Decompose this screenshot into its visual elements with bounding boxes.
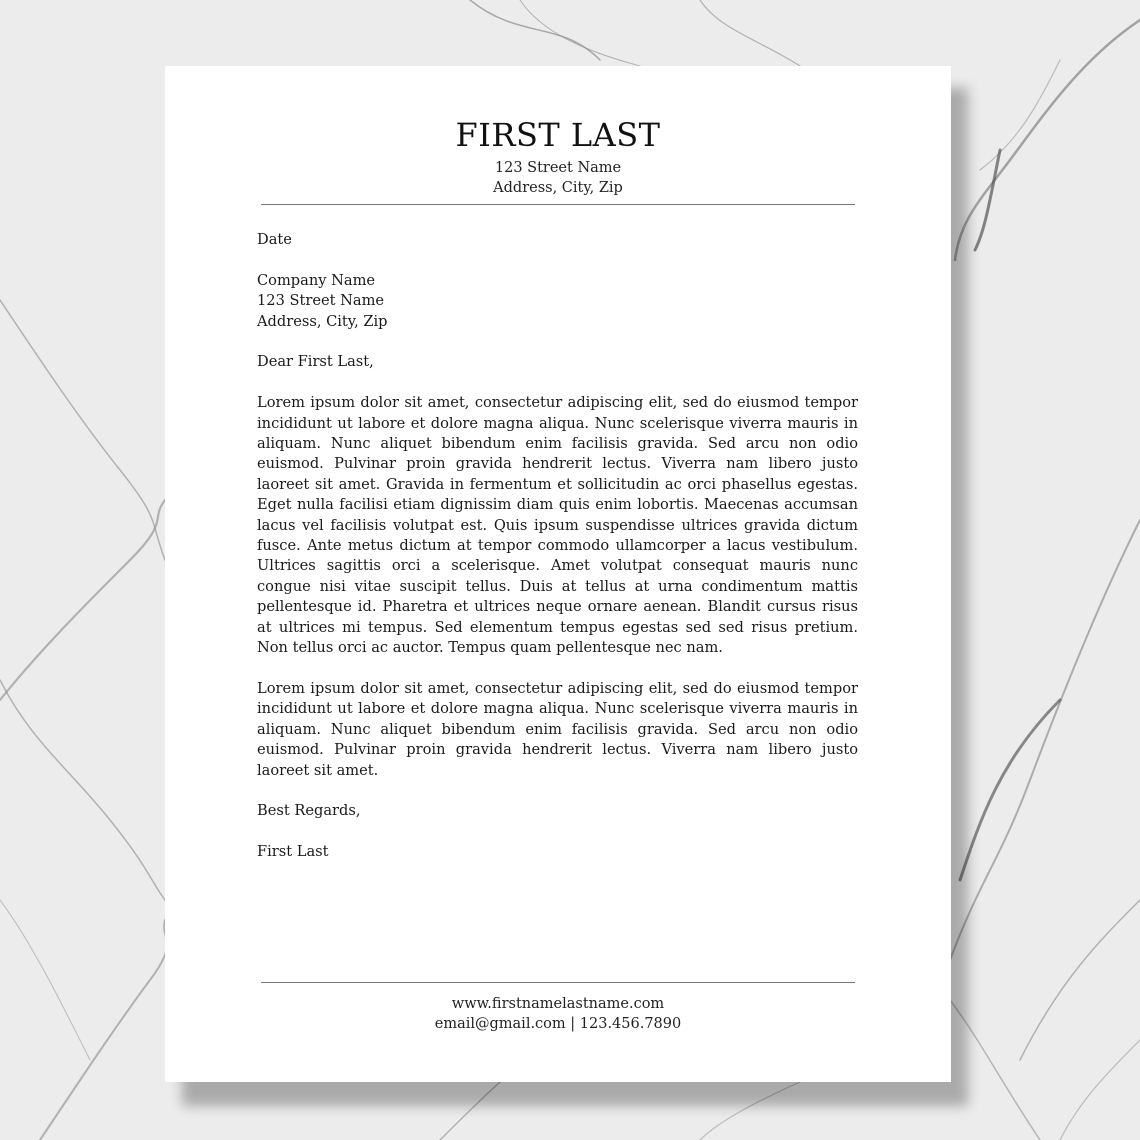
footer-divider [261, 982, 855, 983]
letter-date: Date [257, 231, 292, 248]
signature: First Last [257, 843, 329, 861]
closing: Best Regards, [257, 802, 361, 820]
paragraph-2: Lorem ipsum dolor sit amet, consectetur adipiscing elit, sed do eiusmod tempor incididunt ut labore et dolore magna aliqua. Nunc scelerisque viverra mauris in aliquam. Nunc aliquet bibendum enim facilisis gravida. Sed arcu non odio euismod. Pulvinar proin gravida hendrerit lectus. Viverra nam libero justo laoreet sit amet. [257, 679, 858, 779]
footer-website: www.firstnamelastname.com [451, 996, 665, 1012]
recipient-city-line: Address, City, Zip [257, 312, 388, 330]
salutation: Dear First Last, [257, 353, 374, 371]
letter-page [165, 66, 951, 1082]
paragraph-1: Lorem ipsum dolor sit amet, consectetur adipiscing elit, sed do eiusmod tempor incididunt ut labore et dolore magna aliqua. Nunc scelerisque viverra mauris in aliquam. Nunc aliquet bibendum enim facilisis gravida. Sed arcu non odio euismod. Pulvinar proin gravida hendrerit lectus. Viverra nam libero justo laoreet sit amet. Gravida in fermentum et sollicitudin ac orci phasellus egestas. Eget nulla facilisi etiam dignissim diam quis enim lobortis. Maecenas accumsan lacus vel facilisis volutpat est. Quis ipsum suspendisse ultrices gravida dictum fusce. Ante metus dictum at tempor commodo ullamcorper a lacus vestibulum. Ultrices sagittis orci a scelerisque. Amet volutpat consequat mauris nunc congue nisi vitae suscipit tellus. Duis at tellus at urna condimentum mattis pellentesque id. Pharetra et ultrices neque ornare aenean. Blandit cursus risus at ultrices mi tempus. Sed elementum tempus egestas sed sed risus pretium. Non tellus orci ac auctor. Tempus quam pellentesque nec nam. [257, 394, 858, 657]
sender-name: FIRST LAST [455, 116, 661, 154]
footer-contact: email@gmail.com | 123.456.7890 [434, 1016, 682, 1032]
sender-street: 123 Street Name [494, 160, 622, 176]
header-divider [261, 204, 855, 205]
sender-city-line: Address, City, Zip [493, 180, 623, 196]
recipient-company: Company Name [257, 271, 376, 289]
letter-body [257, 230, 858, 863]
recipient-street: 123 Street Name [257, 292, 385, 310]
